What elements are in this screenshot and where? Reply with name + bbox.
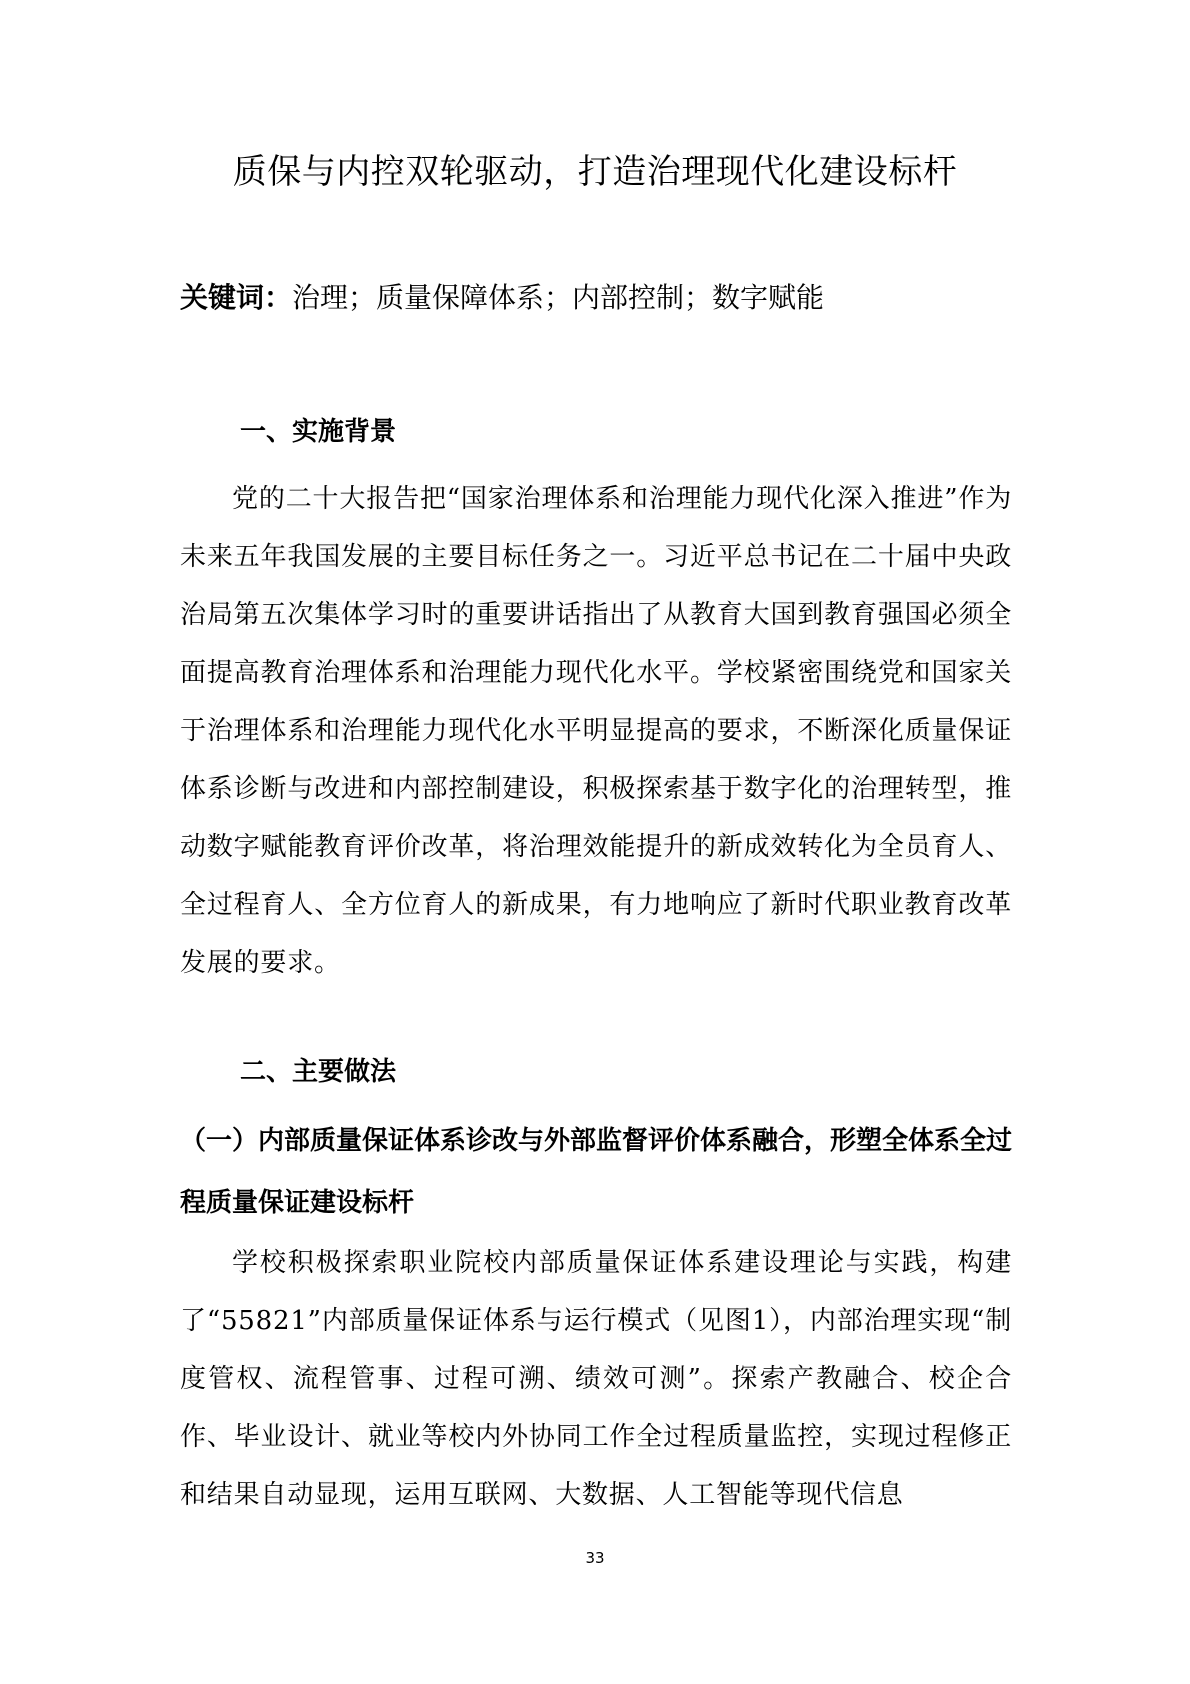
keywords-values: 治理；质量保障体系；内部控制；数字赋能 <box>292 281 825 314</box>
page-number: 33 <box>585 1549 605 1567</box>
paragraph-background: 党的二十大报告把“国家治理体系和治理能力现代化深入推进”作为未来五年我国发展的主要目标任务之一。习近平总书记在二十届中央政治局第五次集体学习时的重要讲话指出了从教育大国到教育强国必须全面提高教育治理体系和治理能力现代化水平。学校紧密围绕党和国家关于治理体系和治理能力现代化水平明显提高的要求，不断深化质量保证体系诊断与改进和内部控制建设，积极探索基于数字化的治理转型，推动数字赋能教育评价改革，将治理效能提升的新成效转化为全员育人、全过程育人、全方位育人的新成果，有力地响应了新时代职业教育改革发展的要求。 <box>180 484 1012 978</box>
section-heading-practices: 二、主要做法 <box>240 1057 397 1087</box>
keywords-line <box>180 278 1010 318</box>
keywords-label: 关键词： <box>180 281 293 314</box>
subsection-heading-quality-assurance: （一）内部质量保证体系诊改与外部监督评价体系融合，形塑全体系全过程质量保证建设标杆 <box>180 1126 1013 1218</box>
paragraph-quality-assurance: 学校积极探索职业院校内部质量保证体系建设理论与实践，构建了“55821”内部质量保证体系与运行模式（见图1），内部治理实现“制度管权、流程管事、过程可溯、绩效可测”。探索产教融合、校企合作、毕业设计、就业等校内外协同工作全过程质量监控，实现过程修正和结果自动显现，运用互联网、大数据、人工智能等现代信息 <box>180 1248 1012 1510</box>
document-title: 质保与内控双轮驱动，打造治理现代化建设标杆 <box>232 152 958 192</box>
section-heading-background: 一、实施背景 <box>240 417 397 447</box>
